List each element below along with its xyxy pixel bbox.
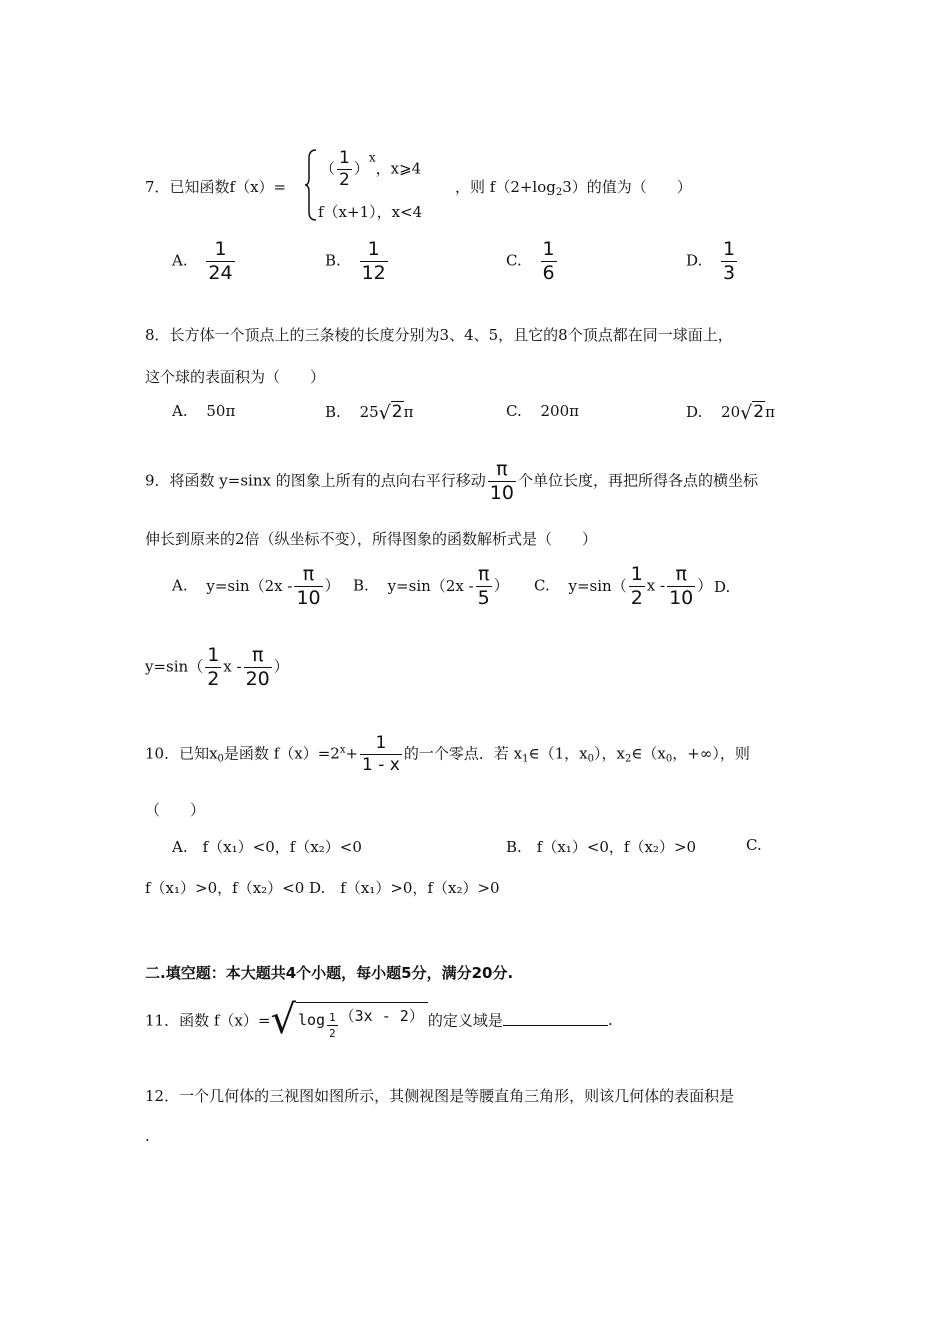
q9-option-a-fraction: $\frac{\pi}{10}$ — [296, 563, 321, 609]
q9-option-b[interactable]: B. y=sin（2x - $\frac{\pi}{5}$ ） — [353, 563, 509, 609]
q9-line1: 9．将函数 y=sinx 的图象上所有的点向右平行移动 $\frac{\pi}{10}$ 个单位长度，再把所得各点的横坐标 — [145, 458, 758, 504]
q9-option-b-fraction: $\frac{\pi}{5}$ — [477, 563, 490, 609]
q9-line2: 伸长到原来的2倍（纵坐标不变），所得图象的函数解析式是（ ） — [145, 530, 598, 548]
q7-option-a-fraction: $\frac{1}{24}$ — [208, 238, 233, 284]
q7-option-d-fraction: $\frac{1}{3}$ — [723, 238, 736, 284]
q8-option-d[interactable]: D. 20√2π — [686, 402, 775, 424]
q8-option-b[interactable]: B. 25√2π — [325, 402, 414, 424]
q10-option-a[interactable]: A. f（x₁）<0，f（x₂）<0 — [172, 838, 362, 856]
q10-option-b[interactable]: B. f（x₁）<0，f（x₂）>0 — [506, 838, 697, 856]
sqrt-symbol: √ — [740, 402, 753, 424]
q12-line2: . — [145, 1127, 150, 1145]
q9-option-d-fraction-half: $\frac{1}{2}$ — [207, 644, 220, 690]
q7-option-b[interactable]: B. $\frac{1}{12}$ — [325, 238, 386, 284]
q11-radicand: log $\frac{1}{2}$ （3x - 2） — [296, 1002, 428, 1039]
q10-option-c-label[interactable]: C. — [746, 836, 762, 854]
sqrt-symbol: √ — [270, 997, 296, 1043]
q7-suffix: ，则 $f(2+\log_23)$的值为（ ） — [455, 178, 692, 198]
q8-option-c[interactable]: C. 200π — [506, 402, 579, 420]
q8-option-a[interactable]: A. 50π — [172, 402, 236, 420]
q11-answer-blank[interactable] — [503, 1011, 608, 1026]
q7-option-a[interactable]: A. $\frac{1}{24}$ — [172, 238, 233, 284]
q10-fraction: $\frac{1}{1 - x}$ — [362, 733, 400, 775]
q9-option-d-label[interactable]: D. — [714, 578, 731, 596]
q10-line4[interactable]: f（x₁）>0，f（x₂）<0 D. f（x₁）>0，f（x₂）>0 — [145, 879, 500, 897]
section2-heading: 二.填空题：本大题共4个小题，每小题5分，满分20分. — [145, 964, 514, 982]
q8-line2: 这个球的表面积为（ ） — [145, 368, 326, 386]
q7-case2: f（x+1），x<4 — [318, 203, 423, 221]
q9-option-d-fraction-pi: $\frac{\pi}{20}$ — [245, 644, 270, 690]
q7-stem — [145, 176, 286, 197]
q7-piecewise-brace — [304, 148, 318, 222]
q7-option-c-fraction: $\frac{1}{6}$ — [542, 238, 555, 284]
q7-option-c[interactable]: C. $\frac{1}{6}$ — [506, 238, 555, 284]
q7-case1-fraction: $\frac{1}{2}$ — [339, 148, 350, 190]
q11-line: 11．函数 f（x）=√ log $\frac{1}{2}$ （3x - 2） 的定义域是 . — [145, 997, 613, 1043]
q9-option-c-fraction-pi: $\frac{\pi}{10}$ — [669, 563, 694, 609]
sqrt-symbol: √ — [378, 402, 391, 424]
q7-option-d[interactable]: D. $\frac{1}{3}$ — [686, 238, 736, 284]
q7-option-b-fraction: $\frac{1}{12}$ — [361, 238, 386, 284]
q10-line1: 10．已知$x_0$是函数 $f(x)=2^x+$ $\frac{1}{1 - x}$ 的一个零点．若 $x_1\in(1$，$x_0$），$x_2\in(x_0$，+∞），则 — [145, 733, 750, 775]
q7-prefix: 7．已知函数f（x）= — [145, 178, 287, 196]
q9-option-a[interactable]: A. y=sin（2x - $\frac{\pi}{10}$ ） — [172, 563, 340, 609]
q12-line1: 12．一个几何体的三视图如图所示，其侧视图是等腰直角三角形，则该几何体的表面积是 — [145, 1087, 735, 1105]
q8-line1: 8．长方体一个顶点上的三条棱的长度分别为3、4、5，且它的8个顶点都在同一球面上， — [145, 326, 733, 344]
q10-line2: （ ） — [145, 801, 206, 819]
q7-case1: （ $\frac{1}{2}$ ）$^x$，x⩾4 — [320, 148, 422, 190]
q9-option-c-fraction-half: $\frac{1}{2}$ — [630, 563, 643, 609]
q9-option-c[interactable]: C. y=sin（ $\frac{1}{2}$ x - $\frac{\pi}{10}$ ） — [534, 563, 713, 609]
q9-shift-fraction: $\frac{\pi}{10}$ — [489, 458, 514, 504]
q9-option-d[interactable]: y=sin（ $\frac{1}{2}$ x - $\frac{\pi}{20}$ ） — [145, 644, 289, 690]
